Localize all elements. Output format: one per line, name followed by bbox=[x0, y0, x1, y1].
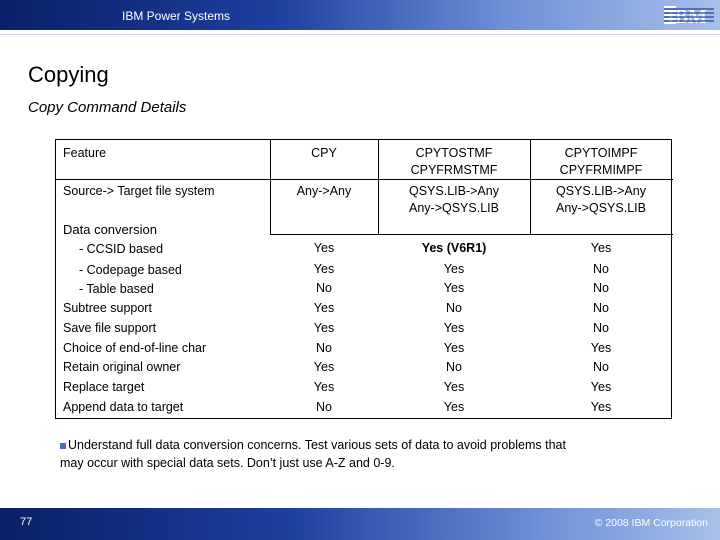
copyright-text: © 2008 IBM Corporation bbox=[594, 517, 708, 529]
row-source-target-impf-2: Any->QSYS.LIB bbox=[556, 201, 646, 215]
table-row-cpy: Yes bbox=[313, 301, 335, 315]
table-row-impf: No bbox=[593, 262, 609, 276]
table-row-feature: Choice of end-of-line char bbox=[63, 341, 207, 355]
header-cpytoimpf: CPYTOIMPF bbox=[564, 146, 638, 160]
table-row-feature: - CCSID based bbox=[79, 242, 164, 256]
table-row-impf: No bbox=[593, 301, 609, 315]
note-line-2: may occur with special data sets. Don’t just use A-Z and 0-9. bbox=[60, 456, 395, 470]
table-row-stmf: Yes bbox=[443, 380, 465, 394]
header-title: IBM Power Systems bbox=[122, 9, 231, 23]
table-row-impf: Yes bbox=[590, 341, 612, 355]
header-cpyfrmstmf: CPYFRMSTMF bbox=[410, 163, 498, 177]
table-row-stmf: Yes bbox=[443, 341, 465, 355]
table-row-stmf: Yes (V6R1) bbox=[421, 241, 487, 255]
comparison-table bbox=[55, 139, 672, 419]
table-row-stmf: Yes bbox=[443, 400, 465, 414]
header-bar bbox=[0, 0, 720, 30]
table-row-impf: Yes bbox=[590, 241, 612, 255]
table-row-impf: No bbox=[593, 360, 609, 374]
page-subtitle: Copy Command Details bbox=[28, 99, 187, 116]
table-row-stmf: Yes bbox=[443, 262, 465, 276]
table-row-cpy: No bbox=[316, 281, 332, 295]
page-number: 77 bbox=[20, 516, 33, 528]
row-source-target-label: Source-> Target file system bbox=[63, 184, 215, 198]
header-rule bbox=[0, 34, 720, 35]
table-divider bbox=[56, 218, 270, 219]
table-divider bbox=[270, 234, 673, 235]
table-row-stmf: No bbox=[446, 301, 462, 315]
table-row-cpy: Yes bbox=[313, 241, 335, 255]
header-cpyfrmimpf: CPYFRMIMPF bbox=[559, 163, 643, 177]
bullet-icon bbox=[60, 443, 66, 449]
page-title: Copying bbox=[28, 62, 109, 87]
table-row-feature: Subtree support bbox=[63, 301, 152, 315]
table-row-impf: No bbox=[593, 281, 609, 295]
table-row-cpy: Yes bbox=[313, 321, 335, 335]
table-row-cpy: Yes bbox=[313, 262, 335, 276]
table-row-impf: Yes bbox=[590, 400, 612, 414]
table-row-feature: - Table based bbox=[79, 282, 154, 296]
table-row-feature: - Codepage based bbox=[79, 263, 182, 277]
table-row-stmf: Yes bbox=[443, 281, 465, 295]
note-text bbox=[60, 436, 660, 472]
header-cpy: CPY bbox=[311, 146, 337, 160]
table-row-cpy: Yes bbox=[313, 380, 335, 394]
table-row-stmf: No bbox=[446, 360, 462, 374]
row-source-target-stmf-1: QSYS.LIB->Any bbox=[409, 184, 499, 198]
table-row-impf: No bbox=[593, 321, 609, 335]
data-conversion-label: Data conversion bbox=[63, 222, 157, 237]
table-row-feature: Save file support bbox=[63, 321, 157, 335]
table-row-feature: Replace target bbox=[63, 380, 145, 394]
note-line-1: Understand full data conversion concerns. Test various sets of data to avoid problems that bbox=[68, 438, 566, 452]
row-source-target-impf-1: QSYS.LIB->Any bbox=[556, 184, 646, 198]
ibm-logo bbox=[664, 3, 714, 27]
table-row-cpy: No bbox=[316, 341, 332, 355]
table-row-stmf: Yes bbox=[443, 321, 465, 335]
footer-bar bbox=[0, 508, 720, 540]
header-cpytostmf: CPYTOSTMF bbox=[415, 146, 493, 160]
table-row-impf: Yes bbox=[590, 380, 612, 394]
table-row-feature: Append data to target bbox=[63, 400, 184, 414]
table-row-feature: Retain original owner bbox=[63, 360, 181, 374]
header-feature: Feature bbox=[63, 146, 107, 160]
table-row-cpy: Yes bbox=[313, 360, 335, 374]
row-source-target-cpy: Any->Any bbox=[296, 184, 352, 198]
table-divider bbox=[56, 179, 673, 180]
table-row-cpy: No bbox=[316, 400, 332, 414]
row-source-target-stmf-2: Any->QSYS.LIB bbox=[409, 201, 499, 215]
